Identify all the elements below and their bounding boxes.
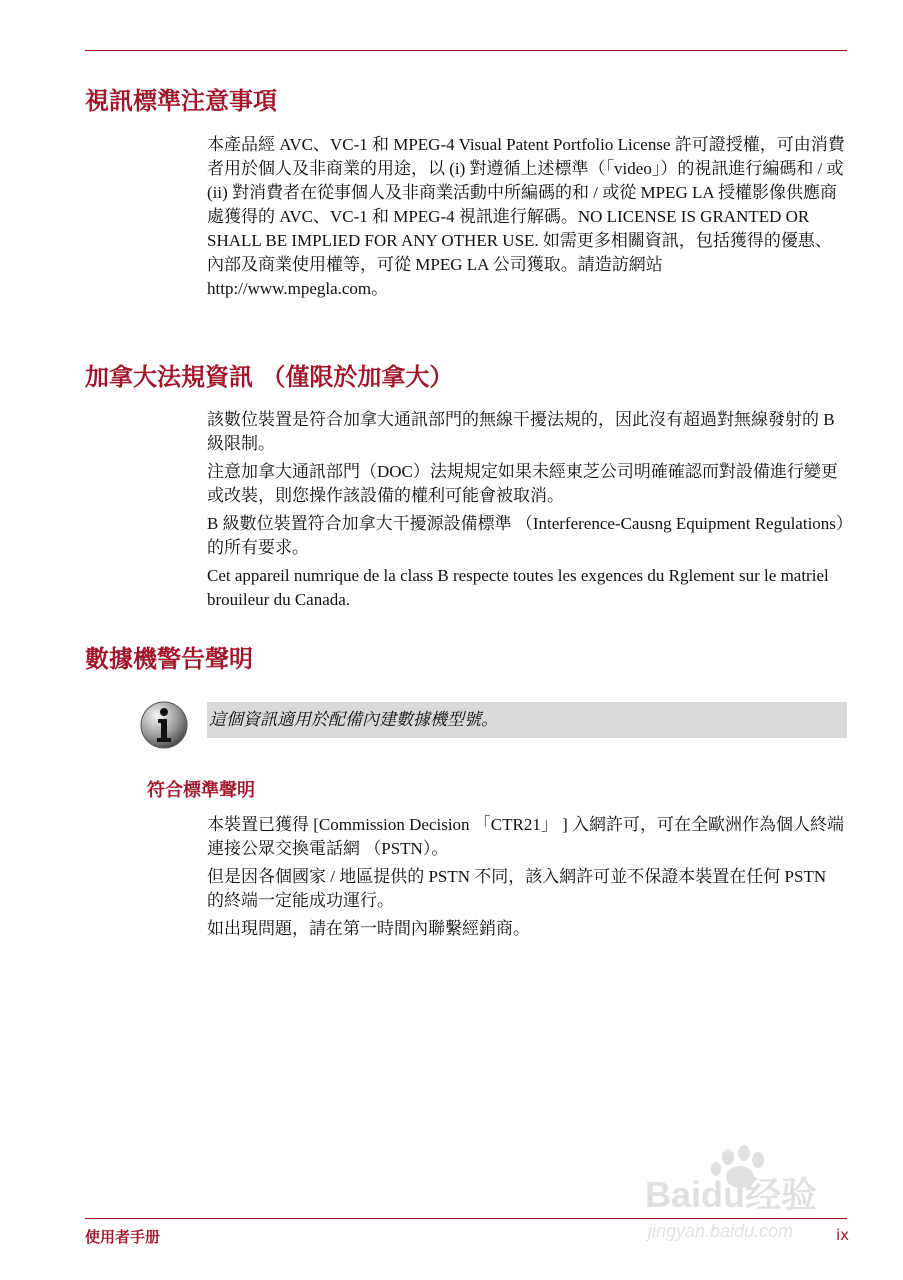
baidu-watermark bbox=[640, 1145, 850, 1245]
note-box: 這個資訊適用於配備內建數據機型號。 bbox=[207, 702, 847, 738]
subsection-title: 符合標準聲明 bbox=[147, 780, 255, 801]
canada-paragraph-1: 該數位裝置是符合加拿大通訊部門的無線干擾法規的，因此沒有超過對無線發射的 B 級限制。 bbox=[207, 410, 835, 453]
canada-paragraph-3: B 級數位裝置符合加拿大干擾源設備標準 （Interference-Causng Equipment Regulations）的所有要求。 bbox=[207, 514, 845, 557]
video-paragraph: 本產品經 AVC、VC-1 和 MPEG-4 Visual Patent Portfolio License 許可證授權，可由消費者用於個人及非商業的用途，以 (i) 對遵循上述標準（「video」）的視訊進行編碼和 / 或 (ii) 對消費者在從事個人及非商業活動中所編碼的和 / 或從 MPEG LA 授權影像供應商處獲得的 AVC、VC-1 和 MPEG-4 視訊進行解碼。NO LICENSE IS GRANTED OR SHALL BE IMPLIED FOR ANY OTHER USE. 如需更多相關資訊，包括獲得的優惠、內部及商業使用權等，可從 MPEG LA 公司獲取。請造訪網站 http://www.mpegla.com。 bbox=[207, 135, 845, 298]
footer-manual-title: 使用者手册 bbox=[85, 1228, 161, 1246]
canada-paragraph-4: Cet appareil numrique de la class B respecte toutes les exgences du Rglement sur le matriel brouileur du Canada. bbox=[207, 566, 829, 609]
modem-paragraph-2: 但是因各個國家 / 地區提供的 PSTN 不同，該入網許可並不保證本裝置在任何 PSTN 的終端一定能成功運行。 bbox=[207, 867, 827, 910]
watermark-url: jingyan.baidu.com bbox=[648, 1221, 794, 1241]
watermark-text: Baidu经验 bbox=[645, 1174, 818, 1215]
video-body bbox=[207, 133, 847, 301]
modem-paragraph-1: 本裝置已獲得 [Commission Decision 「CTR21」 ] 入網許可，可在全歐洲作為個人終端連接公眾交換電話網 （PSTN）。 bbox=[207, 815, 845, 858]
canada-body bbox=[207, 408, 847, 612]
canada-paragraph-2: 注意加拿大通訊部門（DOC）法規規定如果未經東芝公司明確確認而對設備進行變更或改裝，則您操作該設備的權利可能會被取消。 bbox=[207, 462, 838, 505]
info-icon bbox=[139, 700, 189, 750]
modem-paragraph-3: 如出現問題，請在第一時間內聯繫經銷商。 bbox=[207, 919, 530, 938]
section-title-video: 視訊標準注意事項 bbox=[85, 87, 277, 115]
header-rule bbox=[85, 50, 847, 51]
section-title-modem: 數據機警告聲明 bbox=[85, 645, 253, 673]
section-title-canada: 加拿大法規資訊 （僅限於加拿大） bbox=[85, 363, 454, 391]
footer-rule bbox=[85, 1218, 847, 1219]
page-number: ix bbox=[836, 1226, 850, 1244]
modem-body bbox=[207, 813, 847, 941]
